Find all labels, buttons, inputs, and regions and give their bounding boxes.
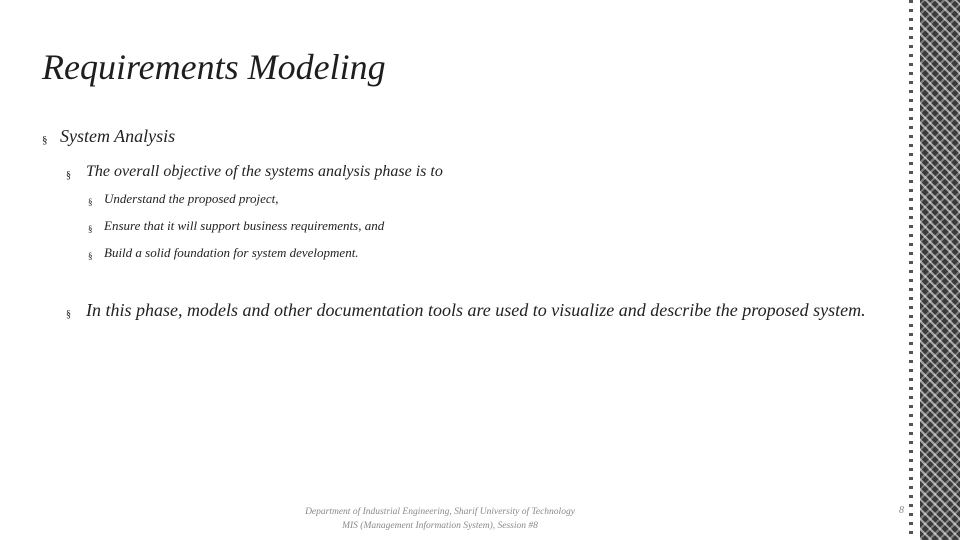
bullet-text: Understand the proposed project,	[104, 191, 279, 206]
page-number: 8	[899, 505, 904, 516]
bullet-marker-icon: §	[42, 134, 48, 146]
bullet-level2-paragraph	[66, 298, 866, 322]
bullet-marker-icon: §	[88, 251, 93, 261]
bullet-level1	[42, 125, 175, 147]
footer-line-department: Department of Industrial Engineering, Sharif University of Technology	[305, 507, 575, 517]
bullet-level3	[88, 217, 384, 235]
bullet-marker-icon: §	[66, 309, 71, 320]
bullet-text: Ensure that it will support business requirements, and	[104, 218, 385, 233]
slide-footer	[250, 505, 630, 533]
bullet-marker-icon: §	[66, 170, 71, 181]
bullet-marker-icon: §	[88, 197, 93, 207]
bullet-text: In this phase, models and other documentation tools are used to visualize and describe the proposed system.	[86, 300, 866, 320]
decorative-dashed-line	[909, 0, 913, 540]
footer-line-course: MIS (Management Information System), Session #8	[342, 521, 538, 531]
side-gap	[913, 0, 920, 540]
bullet-level3	[88, 244, 359, 262]
bullet-marker-icon: §	[88, 224, 93, 234]
bullet-level2	[66, 161, 443, 183]
bullet-level3	[88, 190, 279, 208]
decorative-side-strip	[920, 0, 960, 540]
bullet-text: System Analysis	[60, 126, 176, 146]
slide-title: Requirements Modeling	[42, 47, 386, 87]
bullet-text: The overall objective of the systems analysis phase is to	[86, 163, 443, 180]
bullet-text: Build a solid foundation for system development.	[104, 245, 359, 260]
